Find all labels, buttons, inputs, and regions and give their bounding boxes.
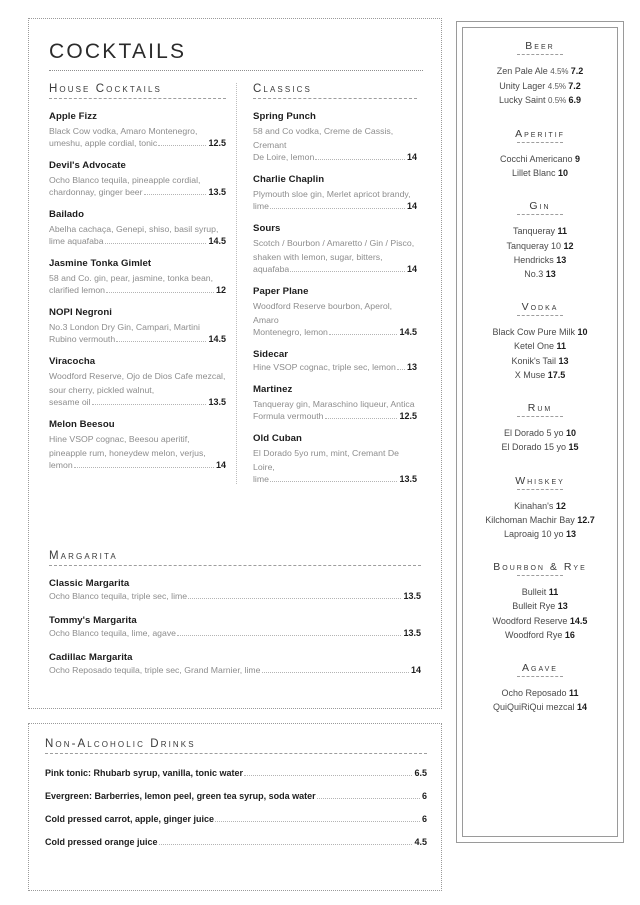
menu-item [253,432,417,484]
menu-item-description-tail: Ocho Blanco tequila, triple sec, lime [49,591,188,602]
spirits-name: Unity Lager [499,80,548,91]
menu-item-price: 12.5 [399,411,417,422]
menu-item-price: 14 [410,665,421,675]
spirits-name: Zen Pale Ale [496,66,551,76]
menu-item-price-row [49,628,421,638]
spirits-name: No.3 [524,268,546,279]
menu-item-description-tail: De Loire, lemon [253,152,315,163]
menu-item [45,768,427,778]
menu-item-price-row [45,814,427,824]
menu-item-name: Charlie Chaplin [253,174,325,186]
spirits-price: 10 [558,168,569,179]
spirits-line-item [471,368,609,382]
cocktail-columns [45,83,427,484]
section-divider-classics [253,98,417,99]
menu-item-price: 14 [406,201,417,212]
spirits-section-divider [517,416,563,417]
menu-item-price: 4.5 [414,837,427,847]
menu-item-name: Apple Fizz [49,111,97,122]
spirits-section-divider [517,315,563,316]
menu-item [49,257,226,295]
menu-item-description-tail: lime aquafaba [49,236,104,246]
spirits-name: Tanqueray [512,226,558,237]
menu-item [49,306,226,344]
spirits-line-item [471,686,609,700]
menu-item-price-row [49,334,226,344]
spirits-price: 17.5 [547,369,566,380]
menu-item-description: Hine VSOP cognac, Beesou aperitif, [49,434,190,444]
non-alcoholic-panel [28,723,442,891]
spirits-name: Ocho Reposado [501,688,570,699]
spirits-price: 16 [564,629,575,640]
margarita-section [45,550,427,675]
menu-item [49,651,421,675]
spirits-line-item [471,267,609,281]
title-divider [49,70,423,71]
menu-item-price: 12 [215,285,226,295]
menu-item-description: Woodford Reserve bourbon, Aperol, Amaro [253,301,393,326]
leader-dots [106,292,214,293]
menu-item-price: 6 [421,791,427,801]
menu-item-description: El Dorado 5yo rum, mint, Cremant De Loire, [253,448,400,473]
leader-dots [290,271,405,272]
menu-item-price: 14 [406,152,417,163]
menu-item-price-row [49,665,421,675]
house-cocktails-column [45,83,236,484]
leader-dots [329,334,398,335]
leader-dots [397,369,405,370]
spirits-line-item [471,339,609,353]
menu-item-price-row [253,327,417,337]
spirits-name: Cocchi Americano [499,153,576,164]
menu-item-name: Pink tonic: Rhubarb syrup, vanilla, tonic water [45,768,244,778]
spirits-section-heading: Vodka [521,301,559,314]
spirits-price: 6.9 [568,95,581,106]
menu-item-description-tail: aquafaba [253,264,290,275]
spirits-line-item [471,499,609,513]
section-heading-margarita: Margarita [49,550,118,563]
menu-item-price-row [49,285,226,295]
spirits-section-divider [517,142,563,143]
menu-item-name: Sidecar [253,349,289,361]
spirits-line-item [471,354,609,368]
menu-item-description: Black Cow vodka, Amaro Montenegro, [49,125,198,136]
leader-dots [74,467,214,468]
spirits-line-item [471,152,609,166]
spirits-price: 7.2 [570,66,584,76]
menu-item-description-tail: Ocho Reposado tequila, triple sec, Grand Marnier, lime [49,665,261,675]
spirits-price: 11 [556,341,567,352]
menu-item-name: Evergreen: Barberries, lemon peel, green tea syrup, soda water [45,791,316,801]
menu-item-price-row [45,837,427,847]
menu-item-name: Bailado [49,209,85,220]
spirits-price: 15 [568,442,579,453]
menu-item-name: Sours [253,223,281,235]
spirits-price: 12.7 [577,514,595,525]
spirits-line-item [471,585,609,599]
menu-item [253,173,417,211]
spirits-price: 12 [555,500,566,511]
menu-item-price: 13.5 [399,474,417,485]
menu-item [49,159,226,197]
menu-item-name: Classic Margarita [49,578,130,590]
menu-item-price-row [253,362,417,372]
menu-item [45,791,427,801]
spirits-section-heading: Agave [522,662,558,675]
menu-item-name: NOPI Negroni [49,307,112,318]
menu-item-name: Devil's Advocate [49,160,126,171]
menu-item-description-tail: lemon [49,460,73,471]
spirits-line-item [471,253,609,267]
menu-item-description-tail: lime [253,474,269,485]
menu-item-price: 13 [406,362,417,373]
spirits-name: Bulleit Rye [512,601,558,612]
spirits-price: 13 [556,254,567,265]
menu-item [49,614,421,638]
menu-item-price-row [49,138,226,148]
spirits-name: Konik's Tail [511,355,559,366]
house-cocktails-list [49,110,226,470]
menu-item-name: Martinez [253,384,293,396]
spirits-panel [462,27,618,837]
spirits-section [471,561,609,642]
menu-item-description-tail: sesame oil [49,397,91,408]
spirits-abv: 0.5% [548,96,569,106]
menu-item-description: No.3 London Dry Gin, Campari, Martini [49,321,200,332]
menu-item-description-tail: Hine VSOP cognac, triple sec, lemon [253,362,396,373]
leader-dots [317,798,420,799]
menu-item-description: pineapple rum, honeydew melon, verjus, [49,448,206,459]
menu-item-price: 6 [421,814,427,824]
spirits-line-item [471,79,609,94]
menu-item [253,383,417,421]
spirits-panel-outer-border [456,21,624,843]
spirits-section [471,128,609,180]
leader-dots [188,598,401,599]
spirits-name: Woodford Reserve [492,615,570,626]
spirits-line-item [471,599,609,613]
cocktails-panel [28,18,442,709]
spirits-section-divider [517,214,563,215]
spirits-price: 14.5 [569,615,588,626]
classics-column [236,83,427,484]
menu-item [49,110,226,148]
spirits-section [471,402,609,454]
spirits-name: Hendricks [513,254,557,265]
spirits-section [471,662,609,714]
spirits-price: 11 [548,587,559,598]
margarita-list [49,577,421,675]
menu-item-price: 13.5 [403,591,421,602]
menu-item-description: sour cherry, pickled walnut, [49,385,155,395]
menu-item-description: Woodford Reserve, Ojo de Dios Cafe mezcal, [49,370,226,381]
section-divider-non-alcoholic [45,753,427,754]
menu-item-description: shaken with lemon, sugar, bitters, [253,252,383,263]
spirits-name: Laproaig 10 yo [503,528,567,539]
leader-dots [177,635,401,636]
spirits-price: 13 [557,601,568,612]
menu-item-price-row [45,791,427,801]
menu-item-price-row [253,264,417,274]
menu-item [253,348,417,372]
menu-item-description: Plymouth sloe gin, Merlet apricot brandy, [253,189,411,199]
spirits-name: El Dorado 15 yo [501,442,569,453]
menu-item-price-row [253,201,417,211]
spirits-name: X Muse [514,369,548,380]
spirits-price: 9 [575,153,581,164]
menu-item-price-row [49,460,226,470]
spirits-line-item [471,614,609,628]
spirits-section-divider [517,54,563,55]
leader-dots [270,208,405,209]
spirits-name: El Dorado 5 yo [503,428,567,439]
spirits-section-divider [517,575,563,576]
section-divider-house [49,98,226,99]
menu-item-name: Cold pressed carrot, apple, ginger juice [45,814,215,824]
spirits-section [471,301,609,382]
spirits-section-heading: Bourbon & Rye [493,561,587,574]
menu-item-price: 14 [215,460,226,471]
spirits-price: 7.2 [568,80,581,91]
menu-item-description: 58 and Co vodka, Creme de Cassis, Cremant [253,125,394,150]
menu-item-name: Tommy's Margarita [49,615,137,627]
spirits-price: 11 [557,226,568,237]
menu-item-description-tail: Formula vermouth [253,411,324,422]
spirits-section-heading: Aperitif [515,127,565,140]
leader-dots [105,243,207,244]
section-heading-classics: Classics [253,83,312,95]
menu-item-description: Scotch / Bourbon / Amaretto / Gin / Pisco, [253,238,415,248]
menu-item-description: Tanqueray gin, Maraschino liqueur, Antica [253,399,415,410]
non-alcoholic-list [45,768,427,847]
spirits-section [471,200,609,281]
spirits-price: 12 [563,240,574,251]
spirits-abv: 4.5% [550,67,571,76]
menu-item-name: Old Cuban [253,433,302,445]
menu-item-name: Melon Beesou [49,419,115,431]
page-title: COCKTAILS [49,40,187,63]
menu-item-description: 58 and Co. gin, pear, jasmine, tonka bean, [49,272,214,283]
spirits-price: 11 [569,688,579,699]
leader-dots [144,194,207,195]
menu-item-description-tail: lime [253,201,269,212]
menu-item-price-row [253,411,417,421]
spirits-abv: 4.5% [547,81,569,91]
spirits-price: 13 [566,528,577,539]
leader-dots [116,341,206,342]
spirits-section [471,475,609,542]
menu-item [45,814,427,824]
spirits-name: Kinahan's [514,500,556,511]
spirits-name: Tanqueray 10 [506,240,564,251]
spirits-name: Bulleit [521,587,549,598]
spirits-list [471,40,609,714]
spirits-line-item [471,527,609,541]
menu-item-name: Spring Punch [253,111,316,122]
menu-item-name: Cold pressed orange juice [45,837,158,847]
spirits-name: Lucky Saint [498,95,549,106]
section-divider-margarita [49,565,421,566]
menu-item-price: 14.5 [208,334,226,344]
menu-item-price: 14.5 [208,236,226,246]
spirits-line-item [471,628,609,642]
leader-dots [92,404,207,405]
menu-item-description-tail: Montenegro, lemon [253,327,328,338]
left-column [28,18,442,891]
menu-item-price: 14.5 [399,327,417,338]
spirits-section-divider [517,489,563,490]
spirits-line-item [471,513,609,527]
spirits-section-heading: Whiskey [515,474,565,487]
menu-item-name: Viracocha [49,356,96,367]
menu-item-description: Abelha cachaça, Genepi, shiso, basil syrup, [49,223,219,234]
spirits-line-item [471,93,609,108]
spirits-line-item [471,166,609,180]
leader-dots [270,481,398,482]
menu-item-price-row [253,152,417,162]
spirits-section-divider [517,676,563,677]
spirits-price: 10 [577,327,588,338]
menu-item-description-tail: umeshu, apple cordial, tonic [49,138,158,148]
menu-item-name: Paper Plane [253,286,309,298]
menu-item-price-row [49,187,226,197]
menu-item [49,577,421,601]
leader-dots [325,418,398,419]
leader-dots [315,159,405,160]
menu-item-description: Ocho Blanco tequila, pineapple cordial, [49,174,201,185]
menu-item-description-tail: Ocho Blanco tequila, lime, agave [49,628,177,639]
menu-item-name: Cadillac Margarita [49,652,133,664]
spirits-line-item [471,700,609,714]
menu-item-price: 14 [406,264,417,275]
menu-item [253,222,417,274]
spirits-name: Kilchoman Machir Bay [485,514,578,525]
menu-item-description-tail: clarified lemon [49,285,106,295]
menu-item [253,285,417,337]
menu-item [49,418,226,470]
spirits-line-item [471,325,609,339]
leader-dots [215,821,420,822]
menu-item-price-row [253,474,417,484]
menu-item [253,110,417,162]
spirits-section-heading: Gin [529,200,551,213]
spirits-section-heading: Beer [525,40,555,52]
spirits-line-item [471,239,609,253]
spirits-line-item [471,440,609,454]
menu-item-description-tail: Rubino vermouth [49,334,116,344]
spirits-section [471,40,609,108]
section-heading-non-alcoholic: Non-Alcoholic Drinks [45,738,196,750]
spirits-section-heading: Rum [527,402,553,415]
spirits-name: Woodford Rye [505,629,565,640]
menu-item-price-row [45,768,427,778]
spirits-line-item [471,426,609,440]
menu-item-price: 13.5 [403,628,421,639]
menu-item [45,837,427,847]
leader-dots [158,145,206,146]
leader-dots [159,844,413,845]
spirits-line-item [471,224,609,238]
spirits-name: QuiQuiRiQui mezcal [492,702,577,713]
section-heading-house: House Cocktails [49,83,162,95]
menu-item-price: 13.5 [208,397,226,408]
spirits-price: 13 [545,268,556,279]
menu-item-price-row [49,397,226,407]
menu-item [49,208,226,246]
menu-item-price-row [49,591,421,601]
menu-item [49,355,226,407]
spirits-name: Black Cow Pure Milk [492,327,578,338]
leader-dots [262,672,409,673]
spirits-price: 13 [558,355,569,366]
spirits-price: 10 [566,428,577,439]
menu-item-price-row [49,236,226,246]
spirits-price: 14 [577,702,588,713]
spirits-line-item [471,64,609,79]
spirits-column [456,18,630,891]
leader-dots [244,775,412,776]
spirits-name: Ketel One [513,341,557,352]
menu-item-name: Jasmine Tonka Gimlet [49,258,152,269]
menu-item-price: 12.5 [208,138,226,148]
spirits-name: Lillet Blanc [511,168,558,179]
classics-list [253,110,417,484]
menu-item-description-tail: chardonnay, ginger beer [49,187,143,197]
menu-item-price: 13.5 [208,187,226,197]
menu-item-price: 6.5 [414,768,427,778]
